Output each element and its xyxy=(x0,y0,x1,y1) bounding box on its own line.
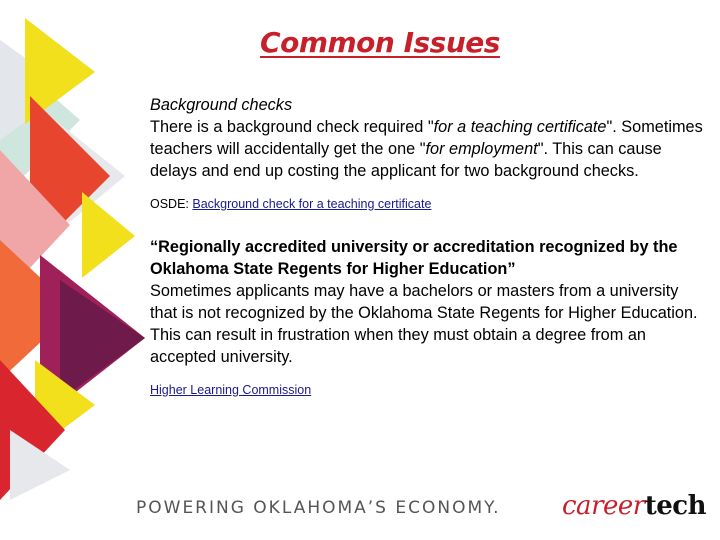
source-prefix: OSDE: xyxy=(150,197,193,211)
yellow-triangle-mid xyxy=(82,192,135,278)
section1-text-after: ". This can cause delays and end up costing the applicant for two background checks. xyxy=(150,140,662,180)
footer-tagline: POWERING OKLAHOMA’S ECONOMY. xyxy=(136,498,501,518)
section1-text-mid: ". Sometimes teachers will accidentally get the one " xyxy=(150,118,703,158)
background-check-link[interactable]: Background check for a teaching certificate xyxy=(192,197,432,211)
decorative-triangles xyxy=(0,0,160,500)
section1-text-italic1: for a teaching certificate xyxy=(433,118,607,136)
main-content xyxy=(150,94,710,398)
logo-tech: tech xyxy=(644,491,706,521)
section1-text-before: There is a background check required " xyxy=(150,118,434,136)
section2-text: Sometimes applicants may have a bachelors or masters from a university that is not recognized by the Oklahoma State Regents for Higher Education. This can result in frustration when they must obtain a degree from an accepted university. xyxy=(150,282,698,366)
section1-source xyxy=(150,196,710,212)
logo-career: career xyxy=(562,491,645,521)
section2-source xyxy=(150,382,710,398)
page-title: Common Issues xyxy=(260,26,500,59)
section1-heading: Background checks xyxy=(150,96,293,114)
dark-magenta-triangle xyxy=(60,280,145,400)
careertech-logo xyxy=(562,490,706,521)
higher-learning-commission-link[interactable]: Higher Learning Commission xyxy=(150,383,312,397)
section2-heading: “Regionally accredited university or accreditation recognized by the Oklahoma State Regents for Higher Education” xyxy=(150,238,678,278)
section1-text xyxy=(150,116,710,182)
section1-text-italic2: for employment xyxy=(425,140,538,158)
